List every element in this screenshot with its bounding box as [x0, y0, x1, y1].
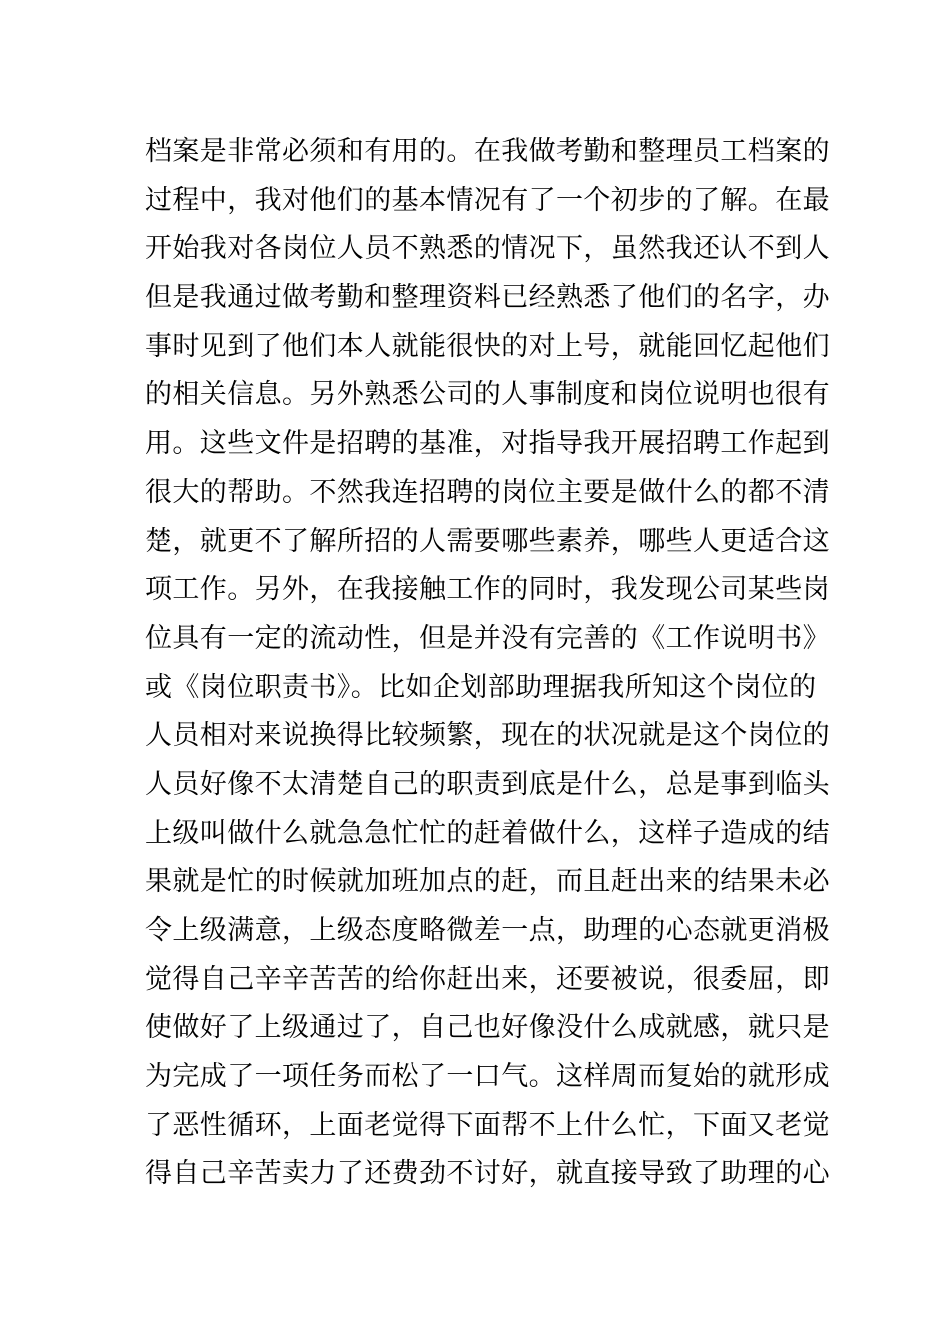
text-line: 但是我通过做考勤和整理资料已经熟悉了他们的名字，办: [145, 282, 830, 314]
text-line: 令上级满意，上级态度略微差一点，助理的心态就更消极: [145, 915, 830, 946]
text-line: 果就是忙的时候就加班加点的赶，而且赶出来的结果未必: [145, 866, 830, 898]
text-line: 上级叫做什么就急急忙忙的赶着做什么，这样子造成的结: [145, 817, 830, 849]
text-line: 事时见到了他们本人就能很快的对上号，就能回忆起他们: [145, 330, 830, 362]
text-line: 档案是非常必须和有用的。在我做考勤和整理员工档案的: [145, 136, 830, 167]
text-line: 过程中，我对他们的基本情况有了一个初步的了解。在最: [145, 184, 830, 216]
text-line: 人员相对来说换得比较频繁，现在的状况就是这个岗位的: [145, 720, 830, 752]
text-line: 位具有一定的流动性，但是并没有完善的《工作说明书》: [145, 622, 830, 654]
text-line: 觉得自己辛辛苦苦的给你赶出来，还要被说，很委屈，即: [145, 963, 830, 995]
text-line: 使做好了上级通过了，自己也好像没什么成就感，就只是: [145, 1012, 830, 1044]
text-line: 项工作。另外，在我接触工作的同时，我发现公司某些岗: [145, 574, 830, 606]
body-text: [145, 128, 830, 1199]
text-line: 或《岗位职责书》。比如企划部助理据我所知这个岗位的: [145, 671, 817, 703]
text-line: 开始我对各岗位人员不熟悉的情况下，虽然我还认不到人: [145, 233, 830, 265]
text-line: 得自己辛苦卖力了还费劲不讨好，就直接导致了助理的心: [145, 1158, 830, 1190]
text-line: 很大的帮助。不然我连招聘的岗位主要是做什么的都不清: [145, 476, 830, 508]
text-line: 的相关信息。另外熟悉公司的人事制度和岗位说明也很有: [145, 379, 830, 411]
text-line: 人员好像不太清楚自己的职责到底是什么，总是事到临头: [145, 768, 830, 800]
text-line: 了恶性循环，上面老觉得下面帮不上什么忙，下面又老觉: [145, 1109, 830, 1141]
text-line: 为完成了一项任务而松了一口气。这样周而复始的就形成: [145, 1061, 830, 1093]
text-line: 楚，就更不了解所招的人需要哪些素养，哪些人更适合这: [145, 525, 830, 557]
text-line: 用。这些文件是招聘的基准，对指导我开展招聘工作起到: [145, 428, 830, 460]
